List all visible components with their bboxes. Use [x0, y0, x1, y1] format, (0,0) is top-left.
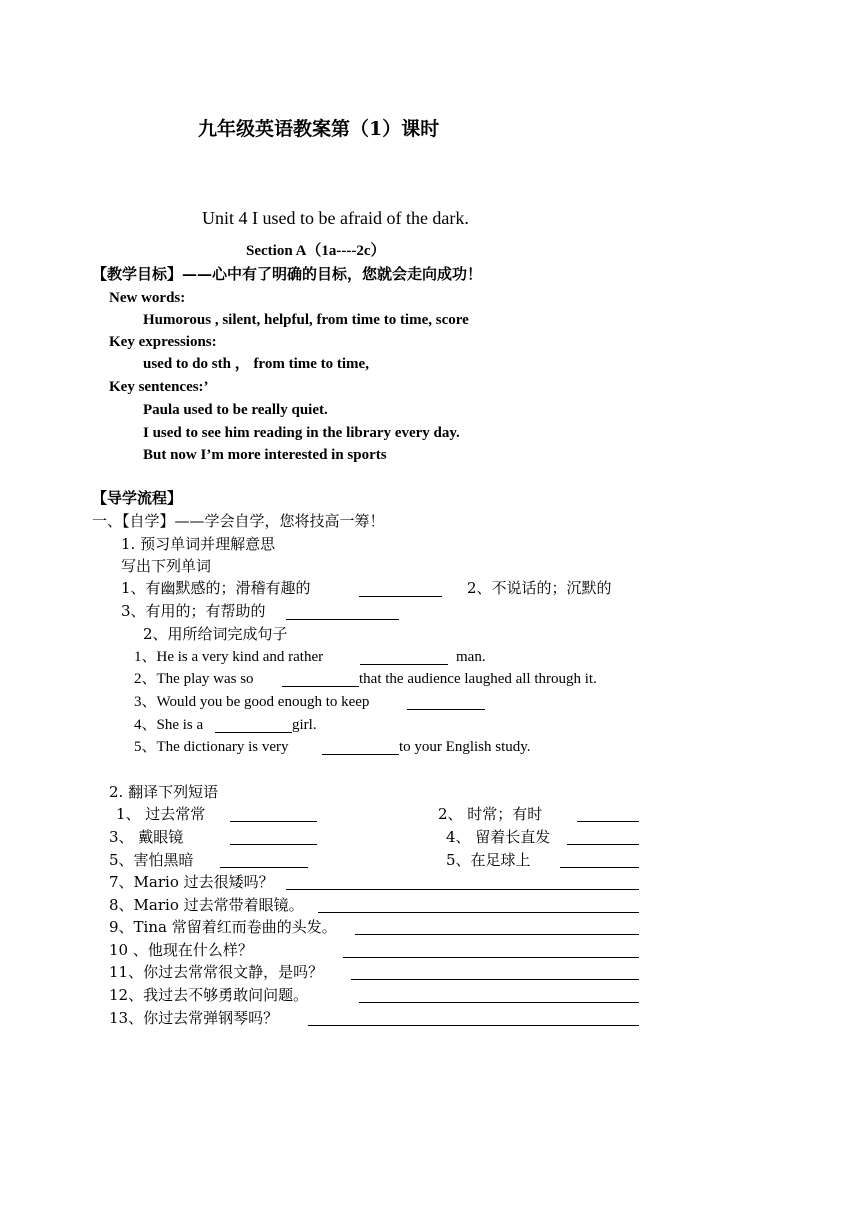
answer-blank[interactable] — [360, 664, 448, 665]
translate-sentence: 13、你过去常弹钢琴吗？ — [109, 1009, 279, 1027]
part2-title: 2. 翻译下列短语 — [109, 783, 219, 801]
answer-blank[interactable] — [308, 1025, 639, 1026]
translate-sentence: 11、你过去常常很文静，是吗？ — [109, 963, 324, 981]
answer-blank[interactable] — [230, 821, 317, 822]
new-words-label: New words: — [109, 290, 186, 306]
self-study-heading: 一、【自学】——学会自学，您将技高一筹！ — [92, 512, 385, 530]
key-expressions-label: Key expressions: — [109, 334, 217, 350]
fill-title: 2、用所给词完成句子 — [143, 625, 288, 643]
section-label: Section A（1a----2c） — [246, 243, 386, 259]
answer-blank[interactable] — [567, 844, 639, 845]
objectives-heading: 【教学目标】——心中有了明确的目标，您就会走向成功！ — [92, 265, 483, 283]
translate-sentence: 8、Mario 过去常带着眼镜。 — [109, 896, 304, 914]
answer-blank[interactable] — [318, 912, 639, 913]
answer-blank[interactable] — [286, 619, 399, 620]
key-sentences-label: Key sentences:’ — [109, 379, 209, 395]
answer-blank[interactable] — [351, 979, 639, 980]
answer-blank[interactable] — [355, 934, 639, 935]
answer-blank[interactable] — [343, 957, 639, 958]
key-expressions-list: used to do sth ， from time to time, — [143, 356, 369, 372]
word-prompt: 3、有用的；有帮助的 — [121, 602, 266, 620]
answer-blank[interactable] — [407, 709, 485, 710]
answer-blank[interactable] — [322, 754, 399, 755]
fill-sentence-end: girl. — [292, 717, 317, 733]
answer-blank[interactable] — [230, 844, 317, 845]
phrase-prompt: 5、害怕黑暗 — [109, 851, 194, 869]
answer-blank[interactable] — [577, 821, 639, 822]
translate-sentence: 12、我过去不够勇敢问问题。 — [109, 986, 309, 1004]
phrase-prompt: 2、 时常；有时 — [438, 805, 543, 823]
translate-sentence: 7、Mario 过去很矮吗？ — [109, 873, 274, 891]
word-prompt: 1、有幽默感的；滑稽有趣的 — [121, 579, 311, 597]
part1-instruction: 写出下列单词 — [121, 557, 212, 575]
fill-sentence-start: 5、The dictionary is very — [134, 739, 289, 755]
answer-blank[interactable] — [359, 596, 442, 597]
answer-blank[interactable] — [282, 686, 359, 687]
translate-sentence: 10 、他现在什么样？ — [109, 941, 253, 959]
translate-sentence: 9、Tina 常留着红而卷曲的头发。 — [109, 918, 337, 936]
phrase-prompt: 1、 过去常常 — [116, 805, 206, 823]
answer-blank[interactable] — [359, 1002, 639, 1003]
fill-sentence-start: 3、Would you be good enough to keep — [134, 694, 370, 710]
answer-blank[interactable] — [560, 867, 639, 868]
flow-heading: 【导学流程】 — [92, 489, 183, 507]
answer-blank[interactable] — [220, 867, 308, 868]
unit-title: Unit 4 I used to be afraid of the dark. — [202, 208, 469, 228]
new-words-list: Humorous , silent, helpful, from time to time, score — [143, 312, 469, 328]
key-sentence: I used to see him reading in the library every day. — [143, 425, 460, 441]
key-sentence: But now I’m more interested in sports — [143, 447, 387, 463]
fill-sentence-start: 2、The play was so — [134, 671, 254, 687]
fill-sentence-start: 1、He is a very kind and rather — [134, 649, 324, 665]
fill-sentence-end: to your English study. — [399, 739, 531, 755]
phrase-prompt: 4、 留着长直发 — [446, 828, 551, 846]
key-sentence: Paula used to be really quiet. — [143, 402, 328, 418]
fill-sentence-start: 4、She is a — [134, 717, 204, 733]
word-prompt: 2、不说话的；沉默的 — [467, 579, 612, 597]
answer-blank[interactable] — [286, 889, 639, 890]
phrase-prompt: 3、 戴眼镜 — [109, 828, 184, 846]
answer-blank[interactable] — [215, 732, 292, 733]
fill-sentence-end: that the audience laughed all through it. — [359, 671, 597, 687]
page-title: 九年级英语教案第（1）课时 — [198, 118, 440, 140]
part1-title: 1. 预习单词并理解意思 — [121, 535, 276, 553]
phrase-prompt: 5、在足球上 — [446, 851, 531, 869]
fill-sentence-end: man. — [456, 649, 486, 665]
